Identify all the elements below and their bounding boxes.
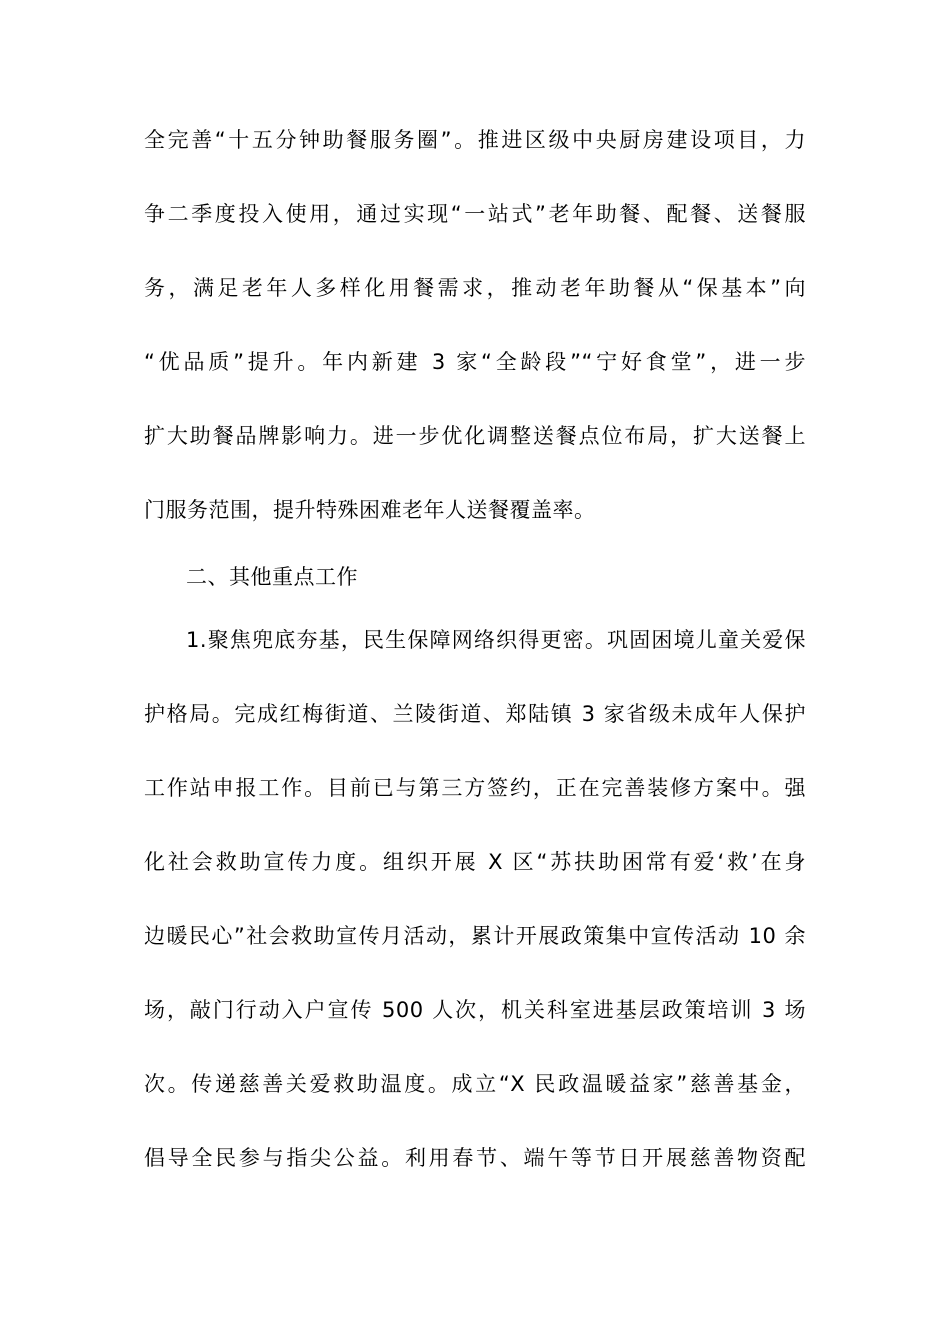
paragraph-2-line-7: 次。传递慈善关爱救助温度。成立“X 民政温暖益家”慈善基金， — [144, 1072, 806, 1096]
paragraph-1-line-4: “优品质”提升。年内新建 3 家“全龄段”“宁好食堂”，进一步 — [144, 350, 806, 374]
paragraph-1-line-3: 务，满足老年人多样化用餐需求，推动老年助餐从“保基本”向 — [144, 276, 806, 300]
paragraph-1-line-1: 全完善“十五分钟助餐服务圈”。推进区级中央厨房建设项目，力 — [144, 128, 806, 152]
section-heading: 二、其他重点工作 — [186, 565, 358, 589]
paragraph-2-line-1: 1.聚焦兜底夯基，民生保障网络织得更密。巩固困境儿童关爱保 — [186, 628, 806, 652]
paragraph-2-line-8: 倡导全民参与指尖公益。利用春节、端午等节日开展慈善物资配 — [144, 1146, 806, 1170]
paragraph-1-line-5: 扩大助餐品牌影响力。进一步优化调整送餐点位布局，扩大送餐上 — [144, 424, 806, 448]
paragraph-1-line-6: 门服务范围，提升特殊困难老年人送餐覆盖率。 — [144, 498, 596, 522]
paragraph-2-line-3: 工作站申报工作。目前已与第三方签约，正在完善装修方案中。强 — [144, 776, 806, 800]
paragraph-1-line-2: 争二季度投入使用，通过实现“一站式”老年助餐、配餐、送餐服 — [144, 202, 806, 226]
paragraph-2-line-5: 边暖民心”社会救助宣传月活动，累计开展政策集中宣传活动 10 余 — [144, 924, 806, 948]
paragraph-2-line-4: 化社会救助宣传力度。组织开展 X 区“苏扶助困常有爱‘救’在身 — [144, 850, 806, 874]
paragraph-2-line-6: 场，敲门行动入户宣传 500 人次，机关科室进基层政策培训 3 场 — [144, 998, 806, 1022]
paragraph-2-line-2: 护格局。完成红梅街道、兰陵街道、郑陆镇 3 家省级未成年人保护 — [144, 702, 806, 726]
